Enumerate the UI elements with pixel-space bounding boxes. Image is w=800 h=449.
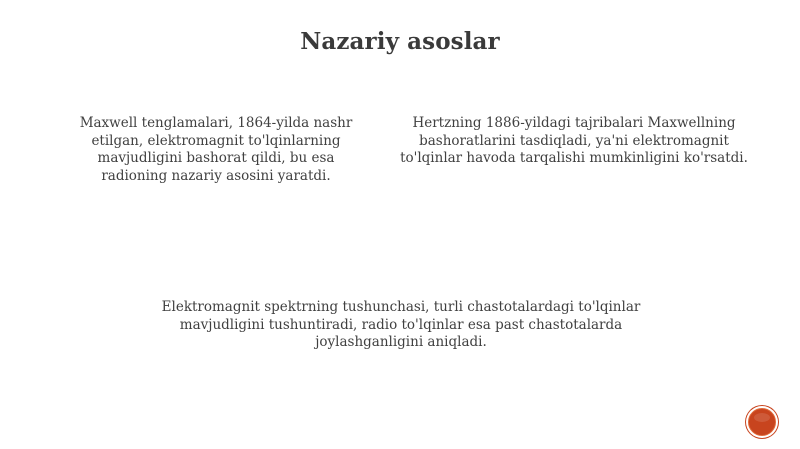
left-paragraph: Maxwell tenglamalari, 1864-yilda nashr etilgan, elektromagnit to'lqinlarning mavjudligini bashorat qildi, bu esa radioning nazariy asosini yaratdi. — [79, 115, 353, 184]
bottom-paragraph: Elektromagnit spektrning tushunchasi, turli chastotalardagi to'lqinlar mavjudligini tushuntiradi, radio to'lqinlar esa past chastotalarda joylashganligini aniqladi. — [161, 299, 641, 350]
slide-title: Nazariy asoslar — [300, 28, 500, 55]
right-paragraph: Hertzning 1886-yildagi tajribalari Maxwellning bashoratlarini tasdiqladi, ya'ni elektromagnit to'lqinlar havoda tarqalishi mumkinligini ko'rsatdi. — [400, 115, 748, 166]
slide-nav-button[interactable] — [748, 408, 776, 436]
